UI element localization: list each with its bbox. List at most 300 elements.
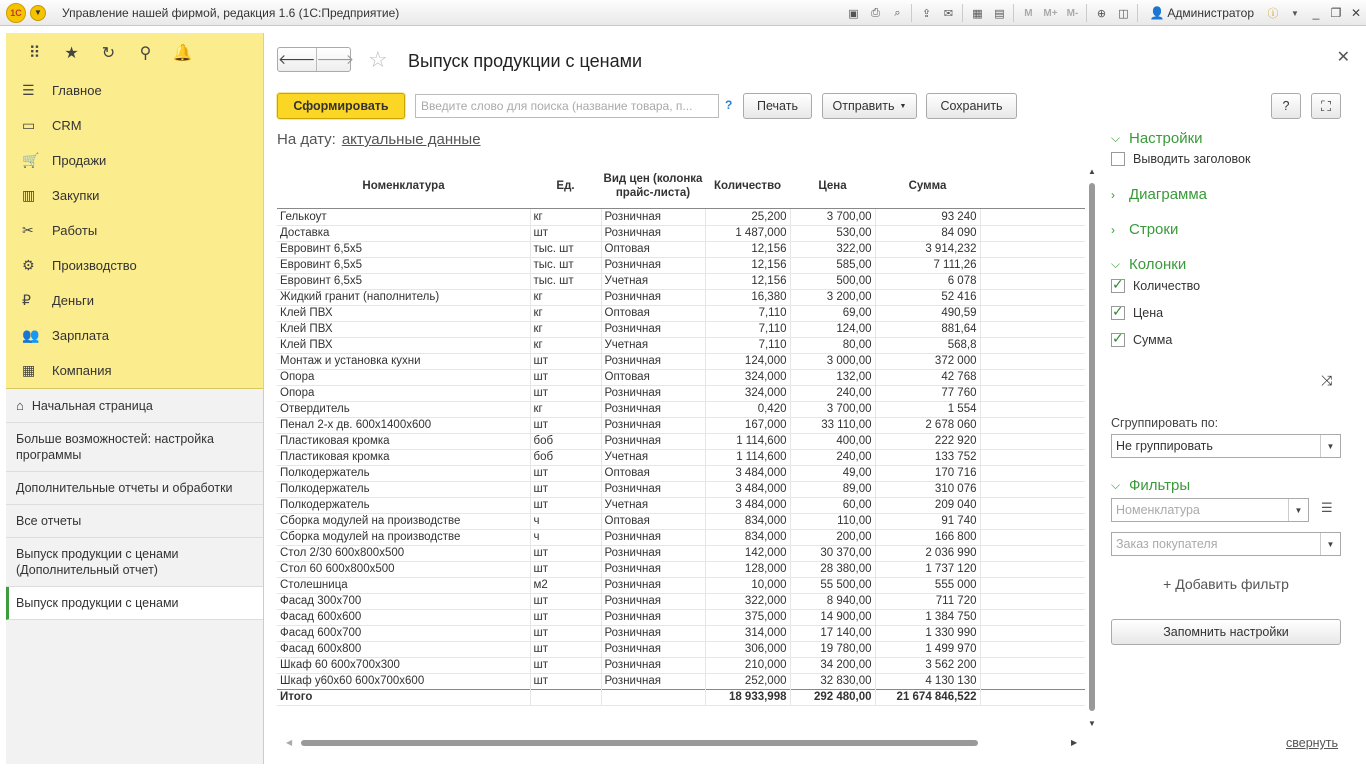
sidebar-toolbar: [6, 33, 263, 73]
save-report-button[interactable]: Сохранить: [926, 93, 1017, 119]
table-cell: Розничная: [601, 385, 705, 401]
group-settings[interactable]: [1111, 130, 1203, 147]
table-row[interactable]: [277, 401, 1085, 417]
table-cell: Сборка модулей на производстве: [277, 529, 530, 545]
table-cell: Розничная: [601, 577, 705, 593]
history-item-active[interactable]: Выпуск продукции с ценами: [6, 587, 263, 620]
table-row[interactable]: [277, 545, 1085, 561]
table-cell: 52 416: [875, 289, 980, 305]
close-form-icon[interactable]: ✕: [1336, 49, 1350, 66]
table-cell: Учетная: [601, 273, 705, 289]
table-row[interactable]: [277, 561, 1085, 577]
table-cell: 6 078: [875, 273, 980, 289]
preview-icon[interactable]: ⌕: [894, 6, 901, 19]
table-cell: Розничная: [601, 641, 705, 657]
table-cell: 322,000: [705, 593, 790, 609]
info-dropdown-icon[interactable]: ▼: [1291, 8, 1299, 18]
table-cell: 322,00: [790, 241, 875, 257]
table-cell: 240,00: [790, 385, 875, 401]
table-cell: 881,64: [875, 321, 980, 337]
table-cell: Розничная: [601, 529, 705, 545]
table-cell: 375,000: [705, 609, 790, 625]
table-cell: Розничная: [601, 433, 705, 449]
group-diagram[interactable]: [1111, 186, 1207, 203]
panels-icon[interactable]: ◫: [1118, 7, 1129, 20]
save-icon[interactable]: ▣: [848, 7, 859, 20]
table-cell: ч: [530, 513, 601, 529]
table-cell: Полкодержатель: [277, 481, 530, 497]
col-header-quantity[interactable]: Количество: [713, 180, 782, 192]
table-cell: Клей ПВХ: [277, 337, 530, 353]
table-cell: Шкаф 60 600х700х300: [277, 657, 530, 673]
remember-settings-button[interactable]: Запомнить настройки: [1111, 619, 1341, 645]
table-row[interactable]: [277, 385, 1085, 401]
table-cell: 1 330 990: [875, 625, 980, 641]
table-cell: 3 562 200: [875, 657, 980, 673]
section-zarplata[interactable]: [6, 318, 263, 353]
table-cell: 28 380,00: [790, 561, 875, 577]
table-cell: Полкодержатель: [277, 465, 530, 481]
table-cell: 142,000: [705, 545, 790, 561]
table-cell: 1 499 970: [875, 641, 980, 657]
table-cell: Оптовая: [601, 241, 705, 257]
shuffle-icon[interactable]: ⤨: [1321, 372, 1333, 388]
table-cell: 585,00: [790, 257, 875, 273]
col-header-unit[interactable]: Ед.: [556, 180, 575, 192]
section-label: Компания: [52, 363, 112, 378]
search-help-icon[interactable]: ?: [725, 98, 733, 112]
chevron-right-icon: ›: [1111, 187, 1115, 202]
table-cell: шт: [530, 641, 601, 657]
table-cell: Розничная: [601, 257, 705, 273]
report-table: [277, 163, 1085, 706]
history-icon[interactable]: ↻: [101, 45, 116, 62]
table-row[interactable]: [277, 353, 1085, 369]
table-row[interactable]: [277, 577, 1085, 593]
table-row[interactable]: [277, 241, 1085, 257]
table-cell: 1 114,600: [705, 433, 790, 449]
column-price-checkbox[interactable]: [1111, 306, 1163, 320]
send-button[interactable]: [822, 93, 917, 119]
forward-arrow-icon[interactable]: 🡒: [316, 51, 355, 67]
calculator-icon[interactable]: ▦: [972, 7, 983, 20]
chevron-right-icon: ›: [1111, 222, 1115, 237]
table-row[interactable]: [277, 417, 1085, 433]
table-cell: 166 800: [875, 529, 980, 545]
group-label: Строки: [1129, 221, 1179, 238]
table-cell: Розничная: [601, 417, 705, 433]
crm-card-icon: ▭: [22, 117, 36, 133]
table-cell: шт: [530, 369, 601, 385]
section-label: Продажи: [52, 153, 107, 168]
group-rows[interactable]: [1111, 221, 1178, 238]
table-row[interactable]: [277, 273, 1085, 289]
table-cell: Опора: [277, 369, 530, 385]
table-cell: 306,000: [705, 641, 790, 657]
table-cell: шт: [530, 673, 601, 689]
search-icon[interactable]: ⚲: [139, 45, 152, 62]
table-cell: боб: [530, 433, 601, 449]
table-cell: 7,110: [705, 305, 790, 321]
table-cell: 7,110: [705, 337, 790, 353]
filter-order-select[interactable]: [1111, 532, 1341, 556]
table-cell: кг: [530, 209, 601, 225]
table-cell: Фасад 600х700: [277, 625, 530, 641]
back-arrow-icon[interactable]: 🡐: [278, 48, 317, 71]
table-row[interactable]: [277, 625, 1085, 641]
table-row[interactable]: [277, 609, 1085, 625]
section-glavnoe[interactable]: [6, 73, 263, 108]
table-cell: Оптовая: [601, 465, 705, 481]
table-cell: 7 111,26: [875, 257, 980, 273]
history-item[interactable]: Больше возможностей: настройка программы: [6, 423, 263, 472]
table-cell: 555 000: [875, 577, 980, 593]
col-header-price[interactable]: Цена: [818, 180, 847, 192]
column-sum-checkbox[interactable]: [1111, 333, 1172, 347]
table-cell: кг: [530, 321, 601, 337]
table-cell: кг: [530, 289, 601, 305]
table-cell: шт: [530, 561, 601, 577]
table-cell: 12,156: [705, 257, 790, 273]
window-titlebar: [0, 0, 1366, 26]
section-label: Производство: [52, 258, 137, 273]
total-cell: [601, 689, 705, 705]
generate-button[interactable]: Сформировать: [277, 93, 405, 119]
send-label: Отправить: [832, 99, 895, 113]
table-row[interactable]: [277, 593, 1085, 609]
table-row[interactable]: [277, 497, 1085, 513]
table-cell: 17 140,00: [790, 625, 875, 641]
table-cell: тыс. шт: [530, 241, 601, 257]
table-cell: Розничная: [601, 225, 705, 241]
table-row[interactable]: [277, 641, 1085, 657]
checkbox-label: Выводить заголовок: [1133, 152, 1251, 166]
table-cell: 2 036 990: [875, 545, 980, 561]
table-row[interactable]: [277, 513, 1085, 529]
table-cell: 2 678 060: [875, 417, 980, 433]
home-page-link[interactable]: [6, 389, 263, 423]
col-header-sum[interactable]: Сумма: [908, 180, 947, 192]
table-cell: 711 720: [875, 593, 980, 609]
history-item[interactable]: Все отчеты: [6, 505, 263, 538]
page-title: Выпуск продукции с ценами: [408, 51, 643, 71]
table-cell: шт: [530, 625, 601, 641]
table-cell: 49,00: [790, 465, 875, 481]
table-cell: 1 384 750: [875, 609, 980, 625]
table-cell: 3 484,000: [705, 481, 790, 497]
filter-placeholder: Заказ покупателя: [1116, 537, 1218, 551]
memory-mplus-button[interactable]: M+: [1043, 7, 1058, 19]
total-cell: 18 933,998: [705, 689, 790, 705]
table-row[interactable]: [277, 209, 1085, 225]
section-label: CRM: [52, 118, 82, 133]
table-cell: 3 914,232: [875, 241, 980, 257]
table-cell: Пластиковая кромка: [277, 433, 530, 449]
1c-logo-icon[interactable]: 1С: [6, 3, 26, 23]
table-cell: 19 780,00: [790, 641, 875, 657]
table-row[interactable]: [277, 337, 1085, 353]
table-cell: 12,156: [705, 241, 790, 257]
table-cell: Евровинт 6,5х5: [277, 257, 530, 273]
add-filter-button[interactable]: + Добавить фильтр: [1163, 576, 1289, 592]
table-cell: шт: [530, 417, 601, 433]
table-cell: 834,000: [705, 513, 790, 529]
table-cell: шт: [530, 593, 601, 609]
list-select-icon[interactable]: ☰: [1321, 500, 1333, 515]
table-cell: 209 040: [875, 497, 980, 513]
table-cell: 84 090: [875, 225, 980, 241]
filter-nomenclature-select[interactable]: [1111, 498, 1309, 522]
table-cell: 400,00: [790, 433, 875, 449]
table-cell: 1 737 120: [875, 561, 980, 577]
date-label: На дату:: [277, 131, 336, 148]
table-cell: Розничная: [601, 353, 705, 369]
basket-icon: 🛒: [22, 152, 40, 168]
horizontal-scroll-thumb[interactable]: [301, 740, 978, 746]
group-label: Настройки: [1129, 130, 1203, 147]
section-label: Работы: [52, 223, 98, 238]
table-cell: 170 716: [875, 465, 980, 481]
table-row[interactable]: [277, 529, 1085, 545]
table-cell: 128,000: [705, 561, 790, 577]
table-cell: м2: [530, 577, 601, 593]
table-cell: кг: [530, 305, 601, 321]
favorite-star-icon[interactable]: ☆: [368, 47, 388, 72]
table-cell: Учетная: [601, 337, 705, 353]
table-cell: 834,000: [705, 529, 790, 545]
table-cell: 3 484,000: [705, 465, 790, 481]
table-cell: Розничная: [601, 289, 705, 305]
table-cell: кг: [530, 337, 601, 353]
scroll-left-icon[interactable]: ◀: [286, 738, 293, 747]
section-crm[interactable]: [6, 108, 263, 143]
section-zakupki[interactable]: [6, 178, 263, 213]
minimize-button[interactable]: _: [1312, 6, 1320, 20]
chevron-down-icon: ▼: [1320, 533, 1340, 555]
table-cell: 55 500,00: [790, 577, 875, 593]
table-row[interactable]: [277, 465, 1085, 481]
table-cell: 222 920: [875, 433, 980, 449]
column-qty-checkbox[interactable]: [1111, 279, 1200, 293]
link-icon[interactable]: ⇪: [921, 7, 932, 20]
help-button[interactable]: ?: [1271, 93, 1301, 119]
col-header-price-type[interactable]: Вид цен (колонка прайс-листа): [603, 173, 703, 199]
table-cell: боб: [530, 449, 601, 465]
group-label: Фильтры: [1129, 477, 1191, 494]
menu-lines-icon: ☰: [22, 82, 35, 98]
scroll-right-icon[interactable]: ▶: [1071, 738, 1078, 747]
close-window-button[interactable]: ✕: [1350, 6, 1362, 20]
table-cell: 3 700,00: [790, 401, 875, 417]
table-cell: 69,00: [790, 305, 875, 321]
table-cell: Розничная: [601, 481, 705, 497]
table-cell: Розничная: [601, 561, 705, 577]
table-cell: Евровинт 6,5х5: [277, 273, 530, 289]
print-icon[interactable]: ⎙: [871, 6, 880, 19]
table-row[interactable]: [277, 305, 1085, 321]
table-row[interactable]: [277, 321, 1085, 337]
history-item[interactable]: Дополнительные отчеты и обработки: [6, 472, 263, 505]
table-cell: 1 487,000: [705, 225, 790, 241]
horizontal-scrollbar[interactable]: [301, 739, 1064, 747]
apps-grid-icon[interactable]: ⠿: [28, 45, 41, 62]
table-cell: 1 114,600: [705, 449, 790, 465]
checkbox-box: [1111, 306, 1125, 320]
table-cell: шт: [530, 225, 601, 241]
total-row: [277, 689, 1085, 705]
section-raboty[interactable]: [6, 213, 263, 248]
table-row[interactable]: [277, 449, 1085, 465]
table-cell: Шкаф у60х60 600х700х600: [277, 673, 530, 689]
zoom-icon[interactable]: ⊕: [1096, 7, 1107, 20]
table-cell: шт: [530, 497, 601, 513]
table-cell: Пенал 2-х дв. 600х1400х600: [277, 417, 530, 433]
table-cell: Оптовая: [601, 513, 705, 529]
calendar-icon[interactable]: ▤: [994, 7, 1005, 20]
group-filters[interactable]: [1111, 477, 1190, 494]
table-cell: ч: [530, 529, 601, 545]
table-cell: 16,380: [705, 289, 790, 305]
table-cell: Столешница: [277, 577, 530, 593]
col-header-nomenclature[interactable]: Номенклатура: [362, 180, 445, 192]
table-cell: 252,000: [705, 673, 790, 689]
sidebar: [6, 33, 264, 764]
table-cell: Отвердитель: [277, 401, 530, 417]
table-cell: 4 130 130: [875, 673, 980, 689]
tools-icon: ✂: [22, 222, 34, 238]
table-row[interactable]: [277, 257, 1085, 273]
section-dengi[interactable]: [6, 283, 263, 318]
user-name: Администратор: [1167, 6, 1254, 20]
table-cell: 80,00: [790, 337, 875, 353]
table-cell: Розничная: [601, 609, 705, 625]
print-button[interactable]: Печать: [743, 93, 812, 119]
table-cell: 210,000: [705, 657, 790, 673]
group-columns[interactable]: [1111, 256, 1186, 273]
show-header-checkbox[interactable]: [1111, 152, 1250, 166]
table-cell: Учетная: [601, 497, 705, 513]
total-cell: Итого: [277, 689, 530, 705]
table-cell: Розничная: [601, 321, 705, 337]
table-cell: Сборка модулей на производстве: [277, 513, 530, 529]
table-cell: 8 940,00: [790, 593, 875, 609]
table-cell: кг: [530, 401, 601, 417]
chevron-down-icon: ⌵: [1111, 131, 1121, 145]
table-cell: 77 760: [875, 385, 980, 401]
table-cell: 310 076: [875, 481, 980, 497]
history-item[interactable]: Выпуск продукции с ценами (Дополнительный отчет): [6, 538, 263, 587]
home-page-label: Начальная страница: [31, 399, 153, 413]
checkbox-box: [1111, 279, 1125, 293]
table-cell: Опора: [277, 385, 530, 401]
table-cell: 372 000: [875, 353, 980, 369]
table-cell: 1 554: [875, 401, 980, 417]
chevron-down-icon: ▼: [899, 102, 907, 110]
table-cell: 89,00: [790, 481, 875, 497]
restore-button[interactable]: ❐: [1330, 6, 1342, 20]
table-cell: 93 240: [875, 209, 980, 225]
ruble-icon: ₽: [22, 292, 31, 308]
table-cell: 124,00: [790, 321, 875, 337]
main-menu-button[interactable]: ▼: [30, 5, 46, 21]
table-cell: 3 484,000: [705, 497, 790, 513]
table-cell: шт: [530, 657, 601, 673]
group-label: Диаграмма: [1129, 186, 1208, 203]
table-cell: 3 700,00: [790, 209, 875, 225]
group-by-value: Не группировать: [1116, 439, 1213, 453]
company-icon: ▦: [22, 362, 36, 378]
search-input[interactable]: Введите слово для поиска (название товара, п...: [415, 94, 719, 118]
favorites-star-icon[interactable]: ★: [64, 45, 79, 62]
section-proizvodstvo[interactable]: [6, 248, 263, 283]
section-kompaniya[interactable]: [6, 353, 263, 388]
table-cell: шт: [530, 385, 601, 401]
info-icon[interactable]: ⓘ: [1267, 8, 1279, 20]
table-row[interactable]: [277, 225, 1085, 241]
table-cell: Фасад 600х600: [277, 609, 530, 625]
group-by-select[interactable]: [1111, 434, 1341, 458]
mail-icon[interactable]: ✉: [943, 7, 954, 20]
table-cell: Полкодержатель: [277, 497, 530, 513]
table-row[interactable]: [277, 433, 1085, 449]
table-cell: 314,000: [705, 625, 790, 641]
table-row[interactable]: [277, 673, 1085, 689]
table-row[interactable]: [277, 481, 1085, 497]
checkbox-label: Сумма: [1133, 333, 1173, 347]
checkbox-box: [1111, 333, 1125, 347]
notifications-bell-icon[interactable]: 🔔: [172, 45, 193, 62]
table-cell: 32 830,00: [790, 673, 875, 689]
table-cell: 167,000: [705, 417, 790, 433]
table-cell: Стол 2/30 600х800х500: [277, 545, 530, 561]
table-cell: Оптовая: [601, 369, 705, 385]
table-row[interactable]: [277, 657, 1085, 673]
filter-placeholder: Номенклатура: [1116, 503, 1200, 517]
date-value-link[interactable]: актуальные данные: [341, 131, 481, 148]
section-prodazhi[interactable]: [6, 143, 263, 178]
table-cell: 3 000,00: [790, 353, 875, 369]
table-cell: 25,200: [705, 209, 790, 225]
table-cell: 500,00: [790, 273, 875, 289]
table-cell: Доставка: [277, 225, 530, 241]
vertical-scrollbar[interactable]: [1088, 167, 1096, 731]
checkbox-box: [1111, 152, 1125, 166]
table-cell: шт: [530, 545, 601, 561]
table-cell: 0,420: [705, 401, 790, 417]
fullscreen-icon[interactable]: ⛶: [1311, 93, 1341, 119]
report-table-area: [277, 163, 1085, 706]
memory-mminus-button[interactable]: M-: [1066, 7, 1079, 19]
table-cell: Монтаж и установка кухни: [277, 353, 530, 369]
collapse-link[interactable]: свернуть: [1286, 736, 1339, 750]
table-cell: Гелькоут: [277, 209, 530, 225]
memory-m-button[interactable]: M: [1024, 7, 1033, 19]
checkbox-label: Количество: [1133, 279, 1201, 293]
table-row[interactable]: [277, 369, 1085, 385]
group-label: Колонки: [1129, 256, 1187, 273]
table-row[interactable]: [277, 289, 1085, 305]
table-cell: тыс. шт: [530, 273, 601, 289]
table-cell: 42 768: [875, 369, 980, 385]
scroll-up-icon[interactable]: ▲: [1088, 167, 1096, 176]
vertical-scroll-thumb[interactable]: [1089, 183, 1095, 711]
table-cell: шт: [530, 609, 601, 625]
table-cell: Оптовая: [601, 305, 705, 321]
scroll-down-icon[interactable]: ▼: [1088, 719, 1096, 728]
chevron-down-icon: ▼: [1288, 499, 1308, 521]
table-cell: 240,00: [790, 449, 875, 465]
user-menu[interactable]: [1149, 6, 1254, 20]
